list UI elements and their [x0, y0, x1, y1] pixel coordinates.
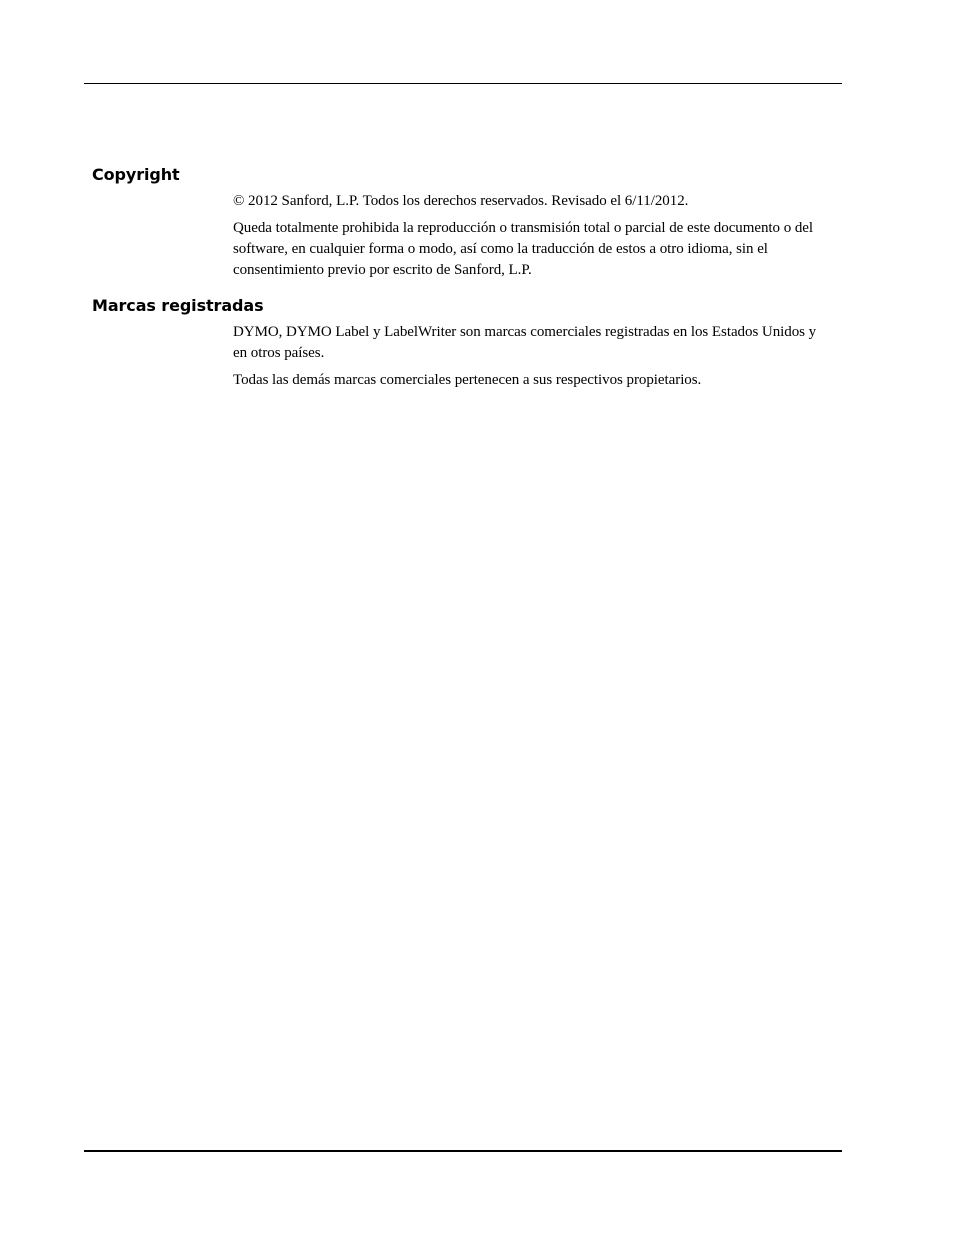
section-heading-trademarks: Marcas registradas	[92, 296, 264, 315]
trademarks-section	[92, 296, 832, 391]
footer-rule	[84, 1150, 842, 1152]
document-body	[92, 165, 832, 397]
section-body-trademarks	[233, 322, 832, 391]
section-body-copyright	[233, 191, 832, 281]
paragraph: © 2012 Sanford, L.P. Todos los derechos reservados. Revisado el 6/11/2012.	[233, 193, 689, 209]
paragraph: Queda totalmente prohibida la reproducción o transmisión total o parcial de este documento o del software, en cualquier forma o modo, así como la traducción de estos a otro idioma, sin el consentimiento previo por escrito de Sanford, L.P.	[233, 220, 814, 278]
copyright-section	[92, 165, 832, 281]
section-heading-copyright: Copyright	[92, 165, 180, 184]
header-rule	[84, 83, 842, 84]
paragraph: Todas las demás marcas comerciales pertenecen a sus respectivos propietarios.	[233, 372, 702, 388]
paragraph: DYMO, DYMO Label y LabelWriter son marcas comerciales registradas en los Estados Unidos y en otros países.	[233, 324, 817, 361]
